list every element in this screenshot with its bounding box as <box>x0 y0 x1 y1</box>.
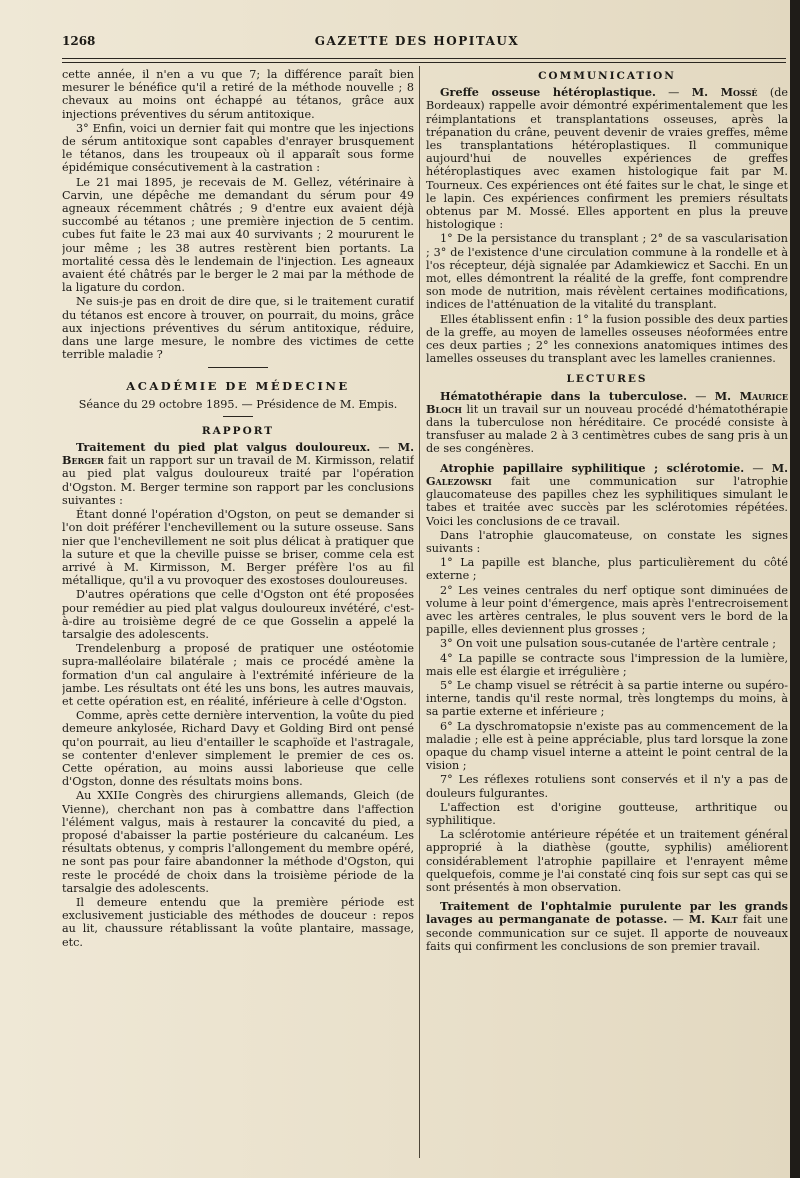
section-separator <box>208 367 268 368</box>
paragraph-text: fait une communication sur l'atrophie glaucomateuse des papilles chez les syphilitiques simulant le tabes et traitée avec succès par les sclérotomies répétées. Voici les conclusions de ce travail. <box>426 474 788 528</box>
paragraph: Le 21 mai 1895, je recevais de M. Gellez, vétérinaire à Carvin, une dépêche me demandant du sérum pour 49 agneaux récemment châtrés ; 9 d'entre eux avaient déjà succombé au tétanos ; une première injection de 5 centim. cubes fut faite le 23 mai aux 40 survivants ; 2 moururent le jour même ; les 38 autres restèrent bien portants. La mortalité cessa dès le lendemain de l'injection. Les agneaux avaient été châtrés par le berger le 2 mai par la méthode de la ligature du cordon. <box>62 175 414 295</box>
article-author: M. Berger <box>62 440 414 468</box>
paragraph: L'affection est d'origine goutteuse, arthritique ou syphilitique. <box>426 800 788 827</box>
paragraph-text: fait un rapport sur un travail de M. Kirmisson, relatif au pied plat valgus douloureux traité par l'opération d'Ogston. M. Berger termine son rapport par les conclusions suivantes : <box>62 454 414 507</box>
list-item: 3° On voit une pulsation sous-cutanée de l'artère centrale ; <box>440 637 777 651</box>
article-author: M. Galezowski <box>426 460 788 488</box>
list-item: 1° La papille est blanche, plus particulièrement du côté externe ; <box>426 556 788 583</box>
article-author: M. Maurice Bloch <box>426 388 788 416</box>
seance-line: Séance du 29 octobre 1895. — Présidence de M. Empis. <box>78 397 398 411</box>
paragraph: Hématothérapie dans la tuberculose. — M. Maurice Bloch lit un travail sur un nouveau procédé d'hématothérapie dans la tuberculose non héréditaire. Ce procédé consiste à transfuser au malade 2 à 3 centimètres cubes de sang pris à un de ses congénères. <box>426 388 788 456</box>
list-item: 4° La papille se contracte sous l'impression de la lumière, mais elle est élargie et irrégulière ; <box>426 651 788 678</box>
paragraph-text: (de Bordeaux) rappelle avoir démontré expérimentalement que les réimplantations et transplantations osseuses, après la trépanation du crâne, peuvent devenir de vraies greffes, même les transplantations hétéroplastiques. Il communique aujourd'hui de nouvelles expériences de greffes hétéroplastiques avec examen histologique fait par M. Tourneux. Ces expériences ont été faites sur le chat, le singe et le lapin. Ces expériences confirment les premiers résultats obtenus par M. Mossé. Elles apportent en plus la preuve histologique : <box>426 86 788 232</box>
paragraph: Greffe osseuse hétéroplastique. — M. Mossé (de Bordeaux) rappelle avoir démontré expérimentalement que les réimplantations et transplantations osseuses, après la trépanation du crâne, peuvent devenir de vraies greffes, même les transplantations hétéroplastiques. Il communique aujourd'hui de nouvelles expériences de greffes hétéroplastiques avec examen histologique fait par M. Tourneux. Ces expériences ont été faites sur le chat, le singe et le lapin. Ces expériences confirment les premiers résultats obtenus par M. Mossé. Elles apportent en plus la preuve histologique : <box>426 85 788 232</box>
paragraph: Traitement de l'ophtalmie purulente par les grands lavages au permanganate de potasse. — M. Kalt fait une seconde communication sur ce sujet. Il apporte de nouveaux faits qui confirment les conclusions de son premier travail. <box>426 899 788 953</box>
list-item: 5° Le champ visuel se rétrécit à sa partie interne ou supéro-interne, tandis qu'il reste normal, très longtemps du moins, à sa partie externe et inférieure ; <box>426 678 788 719</box>
paragraph: Ne suis-je pas en droit de dire que, si le traitement curatif du tétanos est encore à trouver, on pourrait, du moins, grâce aux injections préventives du sérum antitoxique, réduire, dans une large mesure, le nombre des victimes de cette terrible maladie ? <box>62 295 414 362</box>
paragraph: Étant donné l'opération d'Ogston, on peut se demander si l'on doit préférer l'enchevillement ou la suture osseuse. Sans nier que l'enchevillement ne soit plus délicat à pratiquer que la suture et que la cheville puisse se briser, comme cela est arrivé à M. Kirmisson, M. Berger préfère l'os au fil métallique, qu'il a vu provoquer des exostoses douloureuses. <box>62 508 414 588</box>
paragraph: Dans l'atrophie glaucomateuse, on constate les signes suivants : <box>426 528 788 555</box>
journal-title: GAZETTE DES HOPITAUX <box>314 34 520 48</box>
page-edge-shadow <box>790 0 800 1178</box>
article-title: Atrophie papillaire syphilitique ; sclérotomie. <box>440 460 745 475</box>
list-item: 6° La dyschromatopsie n'existe pas au commencement de la maladie ; elle est à peine appréciable, plus tard lorsque la zone opaque du champ visuel interne a atteint le point central de la vision ; <box>426 719 788 773</box>
list-item: 2° Les veines centrales du nerf optique sont diminuées de volume à leur point d'émergence, mais après l'entrecroisement avec les artères centrales, le plus souvent vers le bord de la papille, elles deviennent plus grosses ; <box>426 583 788 637</box>
header-rule <box>62 58 786 59</box>
paragraph: Trendelenburg a proposé de pratiquer une ostéotomie supra-malléolaire bilatérale ; mais ce procédé amène la formation d'un cal angulaire à l'extrémité inférieure de la jambe. Les résultats ont été les uns bons, les autres mauvais, et cette opération est, en réalité, inférieure à celle d'Ogston. <box>62 642 414 708</box>
section-heading-academie: ACADÉMIE DE MÉDECINE <box>126 379 350 394</box>
paragraph-text: lit un travail sur un nouveau procédé d'hématothérapie dans la tuberculose non héréditaire. Ce procédé consiste à transfuser au malade 2 à 3 centimètres cubes de sang pris à un de ses congénères. <box>426 402 788 456</box>
column-divider <box>419 66 420 1158</box>
article-author: M. Mossé <box>691 85 758 100</box>
section-heading-rapport: RAPPORT <box>201 424 275 437</box>
list-item: 7° Les réflexes rotuliens sont conservés et il n'y a pas de douleurs fulgurantes. <box>426 773 788 800</box>
paragraph: Comme, après cette dernière intervention, la voûte du pied demeure ankylosée, Richard Davy et Golding Bird ont pensé qu'on pourrait, au lieu d'entailler le scaphoïde et l'astragale, se contenter d'enlever simplement le premier de ces os. Cette opération, au moins aussi laborieuse que celle d'Ogston, donne des résultats moins bons. <box>62 709 414 789</box>
section-separator <box>223 416 253 417</box>
paragraph: cette année, il n'en a vu que 7; la différence paraît bien mesurer le bénéfice qu'il a retiré de la méthode nouvelle ; 8 chevaux au moins ont échappé au tétanos, grâce aux injections préventives du sérum antitoxique. <box>62 68 414 121</box>
article-title: Traitement du pied plat valgus douloureux. <box>76 440 371 455</box>
article-title: Hématothérapie dans la tuberculose. <box>440 388 688 403</box>
article-title: Traitement de l'ophtalmie purulente par les grands lavages au permanganate de potasse. <box>426 899 788 927</box>
header-rule-thin <box>62 62 786 63</box>
paragraph: Elles établissent enfin : 1° la fusion possible des deux parties de la greffe, au moyen de lamelles osseuses néoformées entre ces deux parties ; 2° les connexions anatomiques intimes des lamelles osseuses du transplant avec les lamelles craniennes. <box>426 312 788 366</box>
paragraph: 3° Enfin, voici un dernier fait qui montre que les injections de sérum antitoxique sont capables d'enrayer brusquement le tétanos, dans les troupeaux où il apparaît sous forme épidémique consécutivement à la castration : <box>62 121 414 175</box>
paragraph-text: fait une seconde communication sur ce sujet. Il apporte de nouveaux faits qui confirment les conclusions de son premier travail. <box>426 913 788 953</box>
paragraph: La sclérotomie antérieure répétée et un traitement général approprié à la diathèse (goutte, syphilis) améliorent considérablement l'atrophie papillaire et l'enrayent même quelquefois, comme je l'ai constaté cinq fois sur sept cas qui se sont présentés à mon observation. <box>426 828 788 894</box>
article-title: Greffe osseuse hétéroplastique. <box>440 85 656 100</box>
paragraph: Il demeure entendu que la première période est exclusivement justiciable des méthodes de douceur : repos au lit, chaussure rétablissant la voûte plantaire, massage, etc. <box>62 895 414 949</box>
paragraph: Atrophie papillaire syphilitique ; sclérotomie. — M. Galezowski fait une communication sur l'atrophie glaucomateuse des papilles chez les syphilitiques simulant le tabes et traitée avec succès par les sclérotomies répétées. Voici les conclusions de ce travail. <box>426 460 788 528</box>
paragraph: D'autres opérations que celle d'Ogston ont été proposées pour remédier au pied plat valgus douloureux invétéré, c'est-à-dire au troisième degré de ce que Gosselin a appelé la tarsalgie des adolescents. <box>62 588 414 641</box>
paragraph: Au XXIIe Congrès des chirurgiens allemands, Gleich (de Vienne), cherchant non pas à combattre dans l'affection l'élément valgus, mais à restaurer la concavité du pied, a proposé d'abaisser la partie postérieure du calcanéum. Les résultats obtenus, y compris l'allongement du membre opéré, ne sont pas pour faire abandonner la méthode d'Ogston, qui reste le procédé de choix dans la troisième période de la tarsalgie des adolescents. <box>62 789 414 895</box>
paragraph: 1° De la persistance du transplant ; 2° de sa vascularisation ; 3° de l'existence d'une circulation commune à la rondelle et à l'os récepteur, déjà signalée par Adamkiewicz et Sacchi. En un mot, elles démontrent la réalité de la greffe, font comprendre son mode de nutrition, mais révèlent certaines modifications, indices de l'atténuation de la vitalité du transplant. <box>426 232 788 312</box>
section-heading-communication: COMMUNICATION <box>538 70 676 82</box>
right-column <box>426 68 788 1158</box>
page-number: 1268 <box>62 34 96 48</box>
page-header <box>62 30 772 54</box>
section-heading-lectures: LECTURES <box>566 373 648 386</box>
left-column <box>62 68 414 1158</box>
paragraph: Traitement du pied plat valgus douloureux. — M. Berger fait un rapport sur un travail de M. Kirmisson, relatif au pied plat valgus douloureux traité par l'opération d'Ogston. M. Berger termine son rapport par les conclusions suivantes : <box>62 440 414 507</box>
article-author: M. Kalt <box>688 912 738 927</box>
